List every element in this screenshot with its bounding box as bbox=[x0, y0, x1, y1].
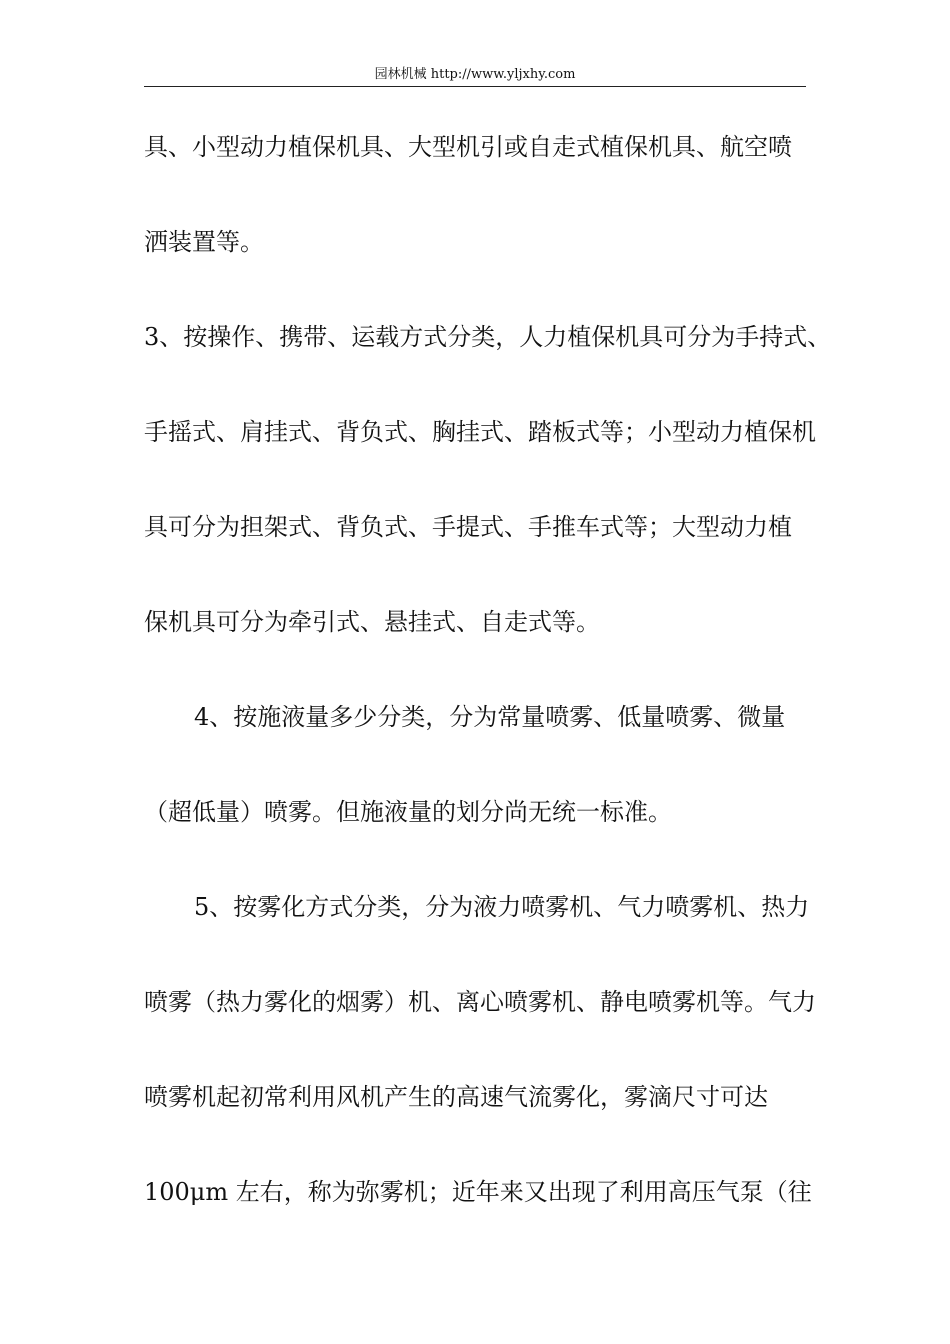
text-line: 喷雾机起初常利用风机产生的高速气流雾化，雾滴尺寸可达 bbox=[144, 1083, 768, 1111]
text-line: 100μm 左右，称为弥雾机；近年来又出现了利用高压气泵（往 bbox=[144, 1178, 812, 1206]
text-line: 具可分为担架式、背负式、手提式、手推车式等；大型动力植 bbox=[144, 513, 792, 541]
document-body bbox=[144, 100, 832, 1240]
text-line: 5、按雾化方式分类，分为液力喷雾机、气力喷雾机、热力 bbox=[194, 893, 810, 921]
text-line: 保机具可分为牵引式、悬挂式、自走式等。 bbox=[144, 608, 600, 636]
page-header bbox=[144, 66, 806, 87]
text-line: 3、按操作、携带、运载方式分类，人力植保机具可分为手持式、 bbox=[144, 323, 832, 351]
text-line: 洒装置等。 bbox=[144, 228, 264, 256]
text-line: 喷雾（热力雾化的烟雾）机、离心喷雾机、静电喷雾机等。气力 bbox=[144, 988, 816, 1016]
text-line: （超低量）喷雾。但施液量的划分尚无统一标准。 bbox=[144, 798, 672, 826]
header-text: 园林机械 http://www.yljxhy.com bbox=[374, 67, 576, 82]
text-line: 4、按施液量多少分类，分为常量喷雾、低量喷雾、微量 bbox=[194, 703, 786, 731]
text-line: 手摇式、肩挂式、背负式、胸挂式、踏板式等；小型动力植保机 bbox=[144, 418, 816, 446]
text-line: 具、小型动力植保机具、大型机引或自走式植保机具、航空喷 bbox=[144, 133, 792, 161]
